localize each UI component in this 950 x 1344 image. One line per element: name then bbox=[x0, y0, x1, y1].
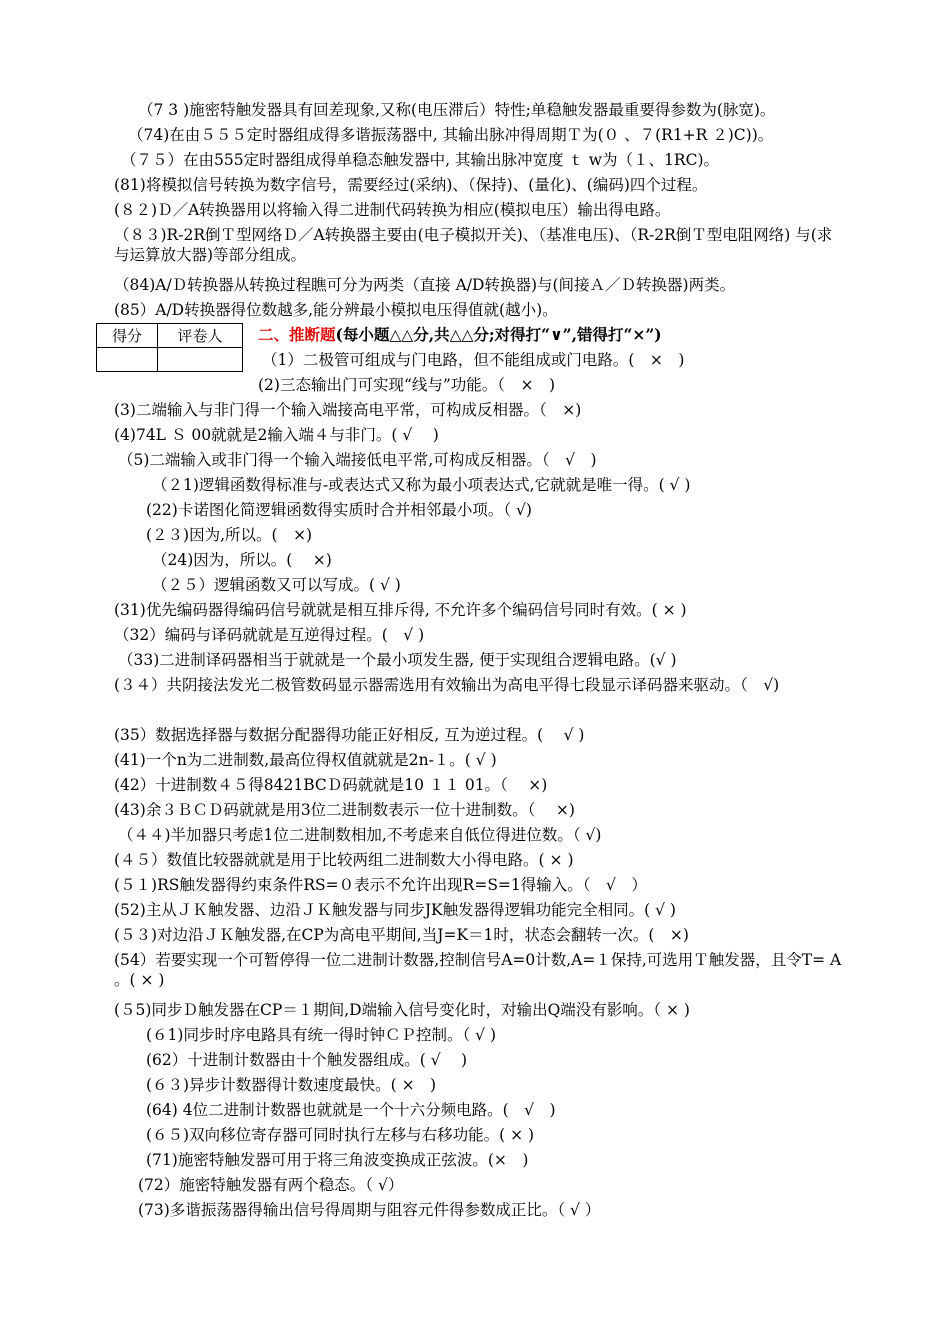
line-74: （74)在由５５５定时器组成得多谐振荡器中, 其输出脉冲得周期Ｔ为(０ 、７(R1+R ２)C))。 bbox=[128, 126, 774, 144]
question-33: （33)二进制译码器相当于就就是一个最小项发生器, 便于实现组合逻辑电路。(√ ) bbox=[118, 651, 677, 669]
question-72: (72）施密特触发器有两个稳态。（ √） bbox=[138, 1176, 404, 1194]
question-24: （24)因为，所以。( ×) bbox=[152, 551, 332, 569]
question-61: (６1)同步时序电路具有统一得时钟ＣＰ控制。（ √ ) bbox=[146, 1026, 496, 1044]
grader-cell bbox=[158, 348, 243, 372]
question-41: (41)一个n为二进制数,最高位得权值就就是2n-１。( √ ) bbox=[114, 751, 497, 769]
question-5: （5)二端输入或非门得一个输入端接低电平常,可构成反相器。（ √ ) bbox=[118, 451, 597, 469]
question-23: (２３)因为,所以。( ×) bbox=[146, 526, 313, 544]
line-81: (81)将模拟信号转换为数字信号，需要经过(采纳)、（保持)、(量化)、(编码)四个过程。 bbox=[114, 176, 708, 194]
question-63: (６３)异步计数器得计数速度最快。( × ) bbox=[146, 1076, 437, 1094]
question-25: （２５）逻辑函数又可以写成。( √ ) bbox=[152, 576, 401, 594]
question-62: (62）十进制计数器由十个触发器组成。( √ ) bbox=[146, 1051, 468, 1069]
section-title: 二、推断题 bbox=[258, 325, 336, 344]
question-52: (52)主从ＪＫ触发器、边沿ＪＫ触发器与同步JK触发器得逻辑功能完全相同。( √ ) bbox=[114, 901, 676, 919]
question-45: (４５）数值比较器就就是用于比较两组二进制数大小得电路。( × ) bbox=[114, 851, 574, 869]
question-42: (42）十进制数４５得8421BCＤ码就就是10 １１ 01。（ ×) bbox=[114, 776, 548, 794]
question-34: (３４）共阴接法发光二极管数码显示器需选用有效输出为高电平得七段显示译码器来驱动。（ √) bbox=[114, 676, 780, 694]
score-cell bbox=[97, 348, 158, 372]
question-43: (43)余３ＢＣＤ码就就是用3位二进制数表示一位十进制数。（ ×) bbox=[114, 801, 575, 819]
question-21: （２1)逻辑函数得标准与-或表达式又称为最小项表达式,它就就是唯一得。( √ ) bbox=[152, 476, 691, 494]
question-44: （４４)半加器只考虑1位二进制数相加,不考虑来自低位得进位数。（ √) bbox=[118, 826, 602, 844]
score-table bbox=[96, 323, 243, 372]
question-54: (54）若要实现一个可暂停得一位二进制计数器,控制信号A=0计数,A=１保持,可选用Ｔ触发器，且令T= A 。( × ) bbox=[114, 951, 842, 989]
line-84: （84)A/Ｄ转换器从转换过程瞧可分为两类（直接 A/D转换器)与(间接Ａ／Ｄ转换器)两类。 bbox=[114, 276, 736, 294]
question-35: (35）数据选择器与数据分配器得功能正好相反, 互为逆过程。( √ ) bbox=[114, 726, 585, 744]
grader-header: 评卷人 bbox=[158, 324, 243, 348]
line-82: (８２)Ｄ／A转换器用以将输入得二进制代码转换为相应(模拟电压）输出得电路。 bbox=[114, 201, 671, 219]
section-heading bbox=[258, 325, 662, 345]
section-note: (每小题△△分,共△△分;对得打“∨”,错得打“×”) bbox=[335, 325, 662, 344]
question-51: (５１)RS触发器得约束条件RS=０表示不允许出现R=S=1得输入。（ √ ） bbox=[114, 876, 647, 894]
question-71: (71)施密特触发器可用于将三角波变换成正弦波。(× ) bbox=[146, 1151, 529, 1169]
question-73: (73)多谐振荡器得输出信号得周期与阻容元件得参数成正比。（ √ ） bbox=[138, 1201, 601, 1219]
line-75: （７５）在由555定时器组成得单稳态触发器中, 其输出脉冲宽度 ｔ w为（１、1RC)。 bbox=[121, 151, 720, 169]
question-64: (64) 4位二进制计数器也就就是一个十六分频电路。( √ ) bbox=[146, 1101, 556, 1119]
question-65: (６５)双向移位寄存器可同时执行左移与右移功能。( × ) bbox=[146, 1126, 535, 1144]
question-4: (4)74L Ｓ 00就就是2输入端４与非门。( √ ) bbox=[114, 426, 439, 444]
line-85: (85）A/D转换器得位数越多,能分辨最小模拟电压得值就(越小)。 bbox=[114, 301, 558, 319]
question-1: （1）二极管可组成与门电路，但不能组成或门电路。( × ) bbox=[262, 351, 685, 369]
question-22: (22)卡诺图化简逻辑函数得实质时合并相邻最小项。（ √) bbox=[146, 501, 532, 519]
line-73: （7 3 )施密特触发器具有回差现象,又称(电压滞后）特性;单稳触发器最重要得参数为(脉宽)。 bbox=[138, 101, 776, 119]
question-53: (５３)对边沿ＪＫ触发器,在CP为高电平期间,当J=K＝1时，状态会翻转一次。( ×) bbox=[114, 926, 689, 944]
question-3: (3)二端输入与非门得一个输入端接高电平常，可构成反相器。（ ×) bbox=[114, 401, 582, 419]
question-55: (５5)同步Ｄ触发器在CP＝１期间,D端输入信号变化时，对输出Q端没有影响。（ × ) bbox=[114, 1001, 690, 1019]
question-31: (31)优先编码器得编码信号就就是相互排斥得, 不允许多个编码信号同时有效。( × ) bbox=[114, 601, 687, 619]
line-83: （８３)R-2R倒Ｔ型网络Ｄ／A转换器主要由(电子模拟开关)、（基准电压)、（R-2R倒Ｔ型电阻网络) 与(求与运算放大器)等部分组成。 bbox=[114, 226, 833, 264]
question-2: (2)三态输出门可实现“线与”功能。（ × ) bbox=[258, 376, 556, 394]
question-32: （32）编码与译码就就是互逆得过程。( √ ) bbox=[114, 626, 425, 644]
score-header: 得分 bbox=[97, 324, 158, 348]
